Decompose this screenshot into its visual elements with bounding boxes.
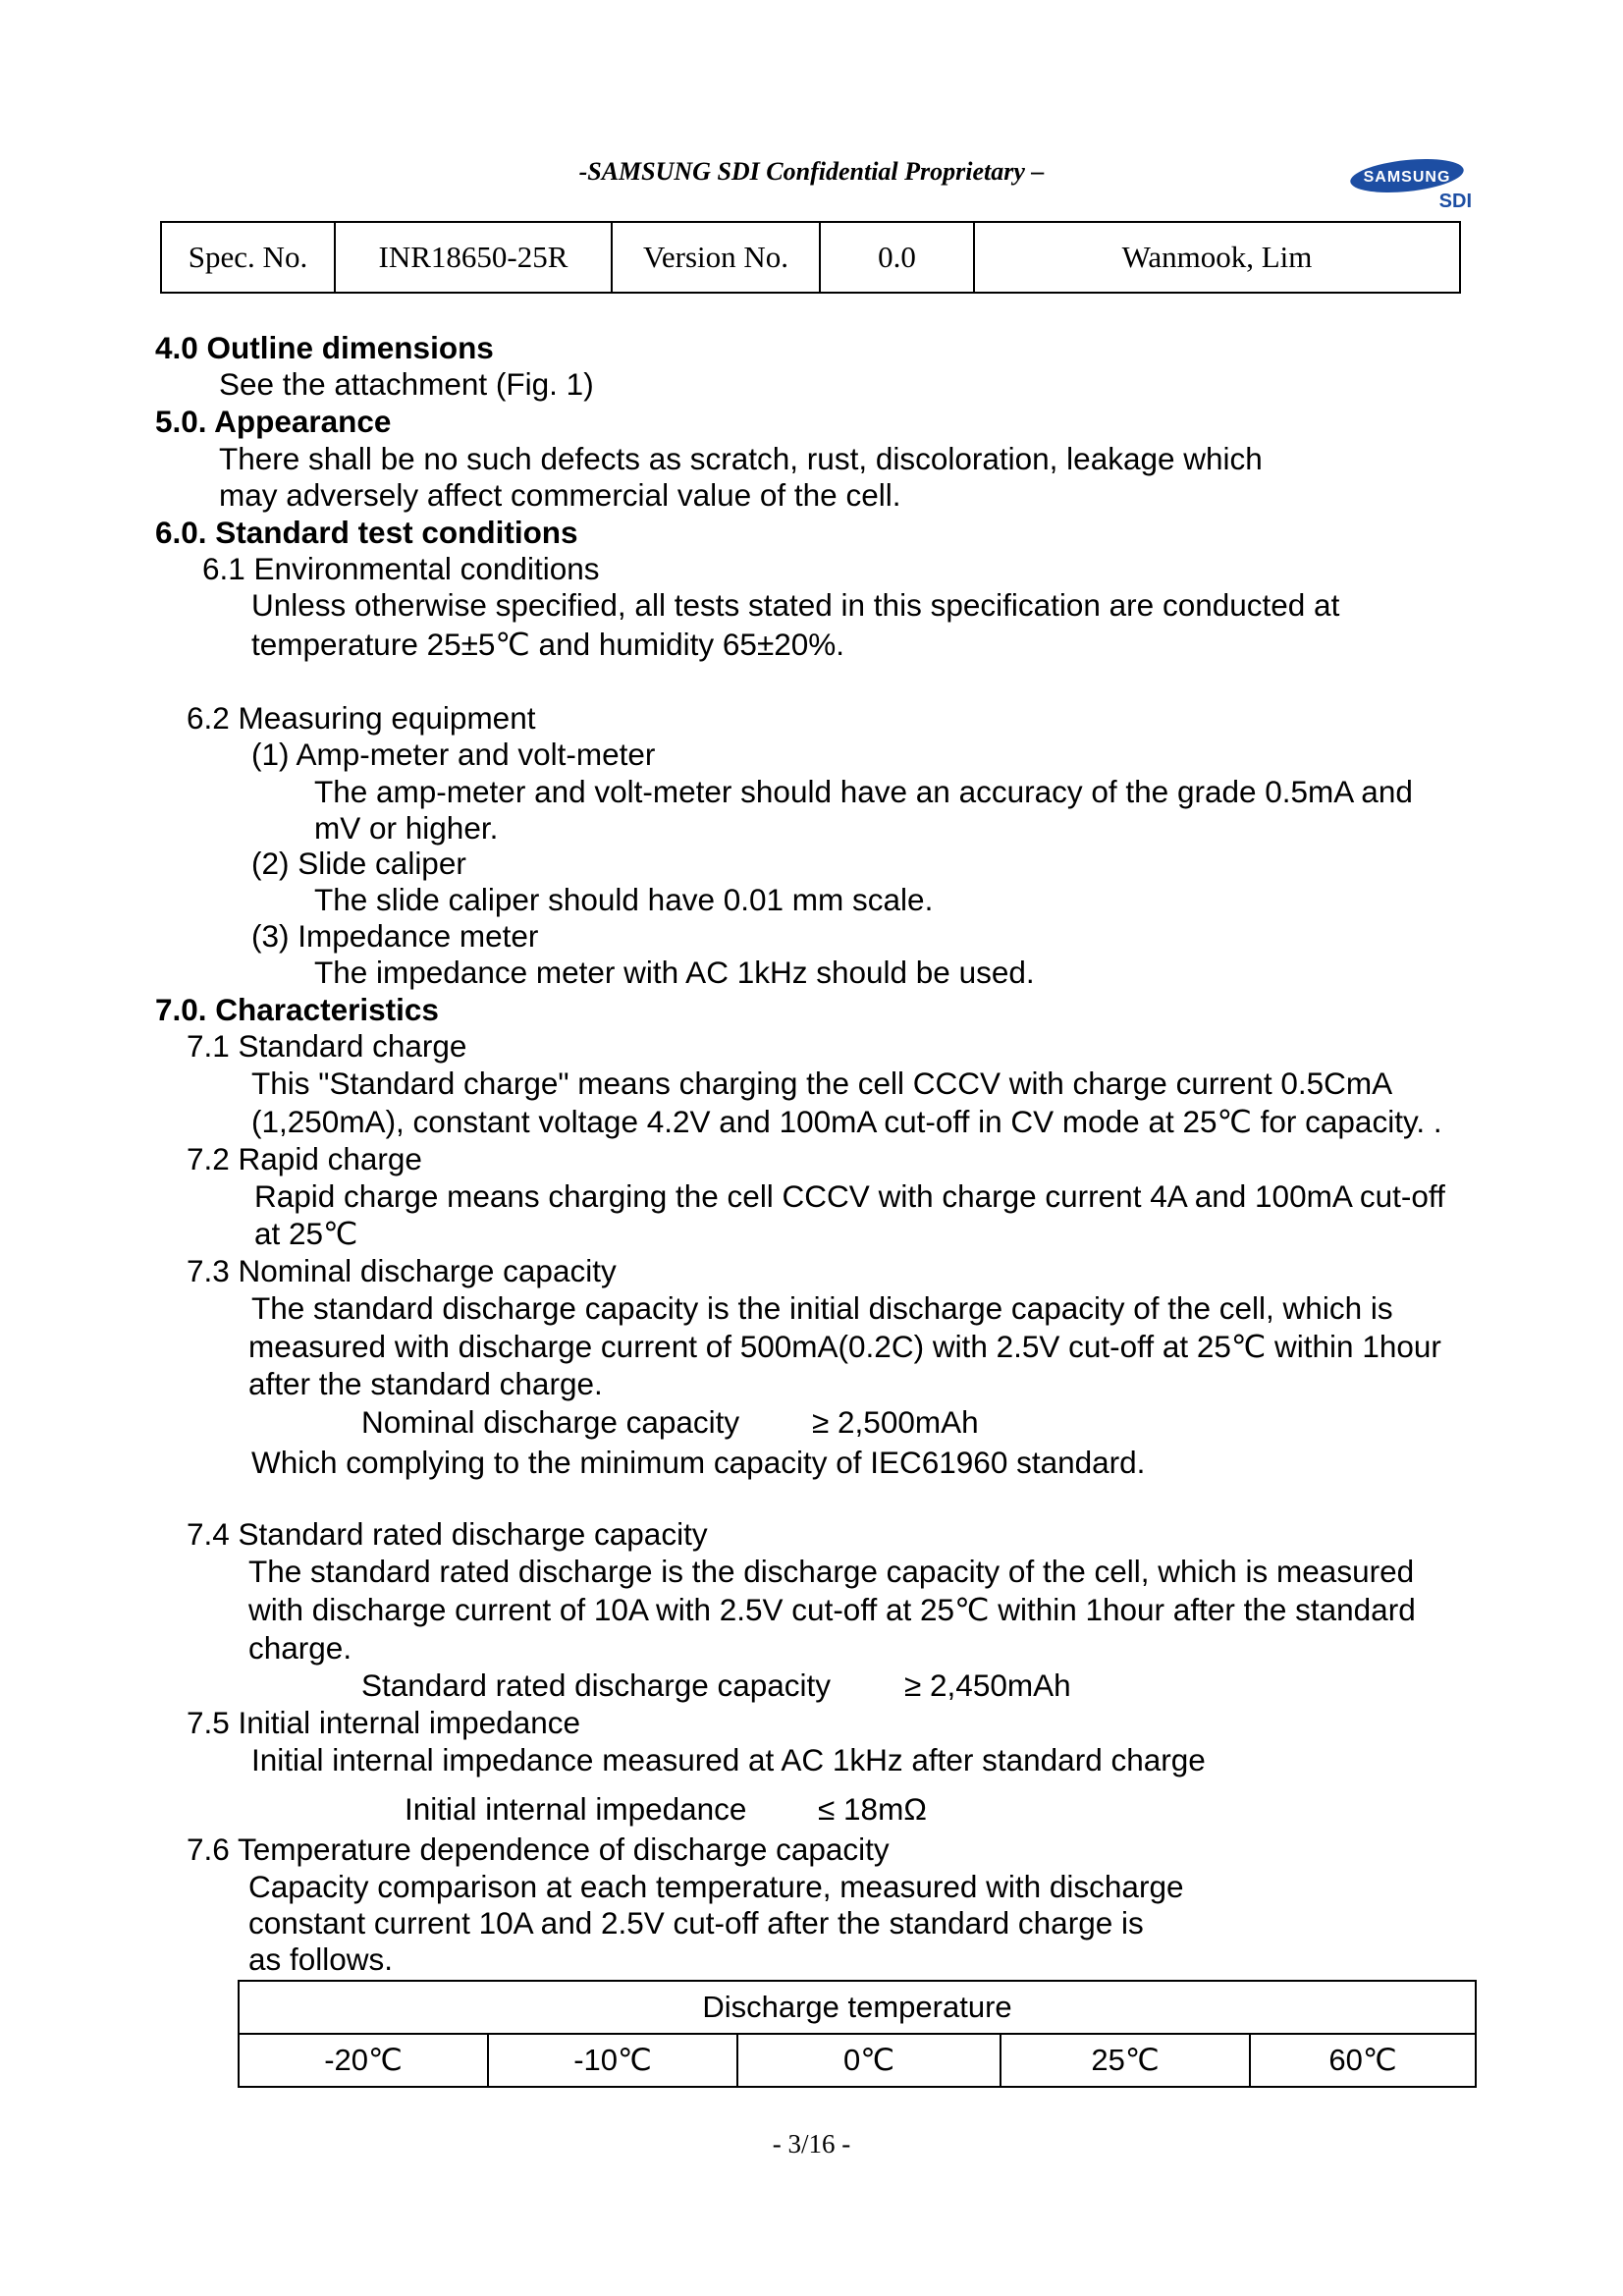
table-cell: -20℃ <box>239 2034 488 2087</box>
subheading-nominal-discharge-capacity: 7.3 Nominal discharge capacity <box>187 1253 617 1288</box>
text-line: The standard rated discharge is the discharge capacity of the cell, which is measured <box>248 1554 1415 1589</box>
version-value: 0.0 <box>820 222 974 293</box>
subheading-standard-rated-discharge-capacity: 7.4 Standard rated discharge capacity <box>187 1516 708 1552</box>
logo-samsung-text: SAMSUNG <box>1363 169 1451 186</box>
confidential-header: -SAMSUNG SDI Confidential Proprietary – <box>578 157 1045 186</box>
page-number: - 3/16 - <box>772 2129 851 2159</box>
text-line: Unless otherwise specified, all tests stated in this specification are conducted at <box>251 587 1340 623</box>
heading-appearance: 5.0. Appearance <box>155 404 392 439</box>
spec-value: ≥ 2,450mAh <box>904 1667 1071 1703</box>
spec-no-value: INR18650-25R <box>335 222 612 293</box>
table-heading: Discharge temperature <box>239 1981 1476 2034</box>
subheading-temperature-dependence: 7.6 Temperature dependence of discharge capacity <box>187 1831 890 1867</box>
text-line: as follows. <box>248 1941 394 1977</box>
version-label: Version No. <box>612 222 820 293</box>
list-item: (3) Impedance meter <box>251 918 539 954</box>
spec-no-label: Spec. No. <box>161 222 335 293</box>
table-cell: 60℃ <box>1250 2034 1476 2087</box>
text-line: Rapid charge means charging the cell CCCV with charge current 4A and 100mA cut-off <box>254 1178 1445 1214</box>
table-cell: 25℃ <box>1001 2034 1250 2087</box>
samsung-sdi-logo <box>1348 152 1476 211</box>
logo-sdi-text: SDI <box>1438 191 1472 211</box>
text-line: The slide caliper should have 0.01 mm scale. <box>314 882 934 917</box>
heading-outline-dimensions: 4.0 Outline dimensions <box>155 330 494 365</box>
text-line: Which complying to the minimum capacity of IEC61960 standard. <box>251 1445 1146 1480</box>
text-line: after the standard charge. <box>248 1366 603 1401</box>
text-line: mV or higher. <box>314 810 499 846</box>
subheading-initial-internal-impedance: 7.5 Initial internal impedance <box>187 1705 580 1740</box>
spec-label: Initial internal impedance <box>405 1791 747 1827</box>
spec-value: ≤ 18mΩ <box>818 1791 927 1827</box>
list-item: (1) Amp-meter and volt-meter <box>251 737 656 772</box>
heading-standard-test-conditions: 6.0. Standard test conditions <box>155 515 578 550</box>
subheading-environmental-conditions: 6.1 Environmental conditions <box>202 551 600 586</box>
text-line: (1,250mA), constant voltage 4.2V and 100mA cut-off in CV mode at 25℃ for capacity. . <box>251 1104 1442 1139</box>
text-line: at 25℃ <box>254 1216 358 1251</box>
spec-value: ≥ 2,500mAh <box>812 1404 979 1440</box>
table-cell: -10℃ <box>488 2034 737 2087</box>
subheading-rapid-charge: 7.2 Rapid charge <box>187 1141 422 1176</box>
discharge-temperature-table <box>238 1980 1477 2088</box>
subheading-standard-charge: 7.1 Standard charge <box>187 1028 467 1064</box>
text-line: See the attachment (Fig. 1) <box>219 366 594 402</box>
text-line: measured with discharge current of 500mA(0.2C) with 2.5V cut-off at 25℃ within 1hour <box>248 1329 1441 1364</box>
spec-table <box>160 221 1461 294</box>
text-line: may adversely affect commercial value of the cell. <box>219 477 901 513</box>
spec-label: Standard rated discharge capacity <box>361 1667 832 1703</box>
text-line: constant current 10A and 2.5V cut-off after the standard charge is <box>248 1905 1144 1941</box>
text-line: temperature 25±5℃ and humidity 65±20%. <box>251 627 845 662</box>
text-line: There shall be no such defects as scratch, rust, discoloration, leakage which <box>219 441 1263 476</box>
text-line: with discharge current of 10A with 2.5V cut-off at 25℃ within 1hour after the standard <box>248 1592 1416 1627</box>
text-line: The impedance meter with AC 1kHz should be used. <box>314 955 1035 990</box>
subheading-measuring-equipment: 6.2 Measuring equipment <box>187 700 536 736</box>
table-cell: 0℃ <box>737 2034 1001 2087</box>
text-line: Initial internal impedance measured at AC 1kHz after standard charge <box>251 1742 1206 1777</box>
heading-characteristics: 7.0. Characteristics <box>155 992 439 1027</box>
list-item: (2) Slide caliper <box>251 846 466 881</box>
text-line: The amp-meter and volt-meter should have an accuracy of the grade 0.5mA and <box>314 774 1413 809</box>
spec-label: Nominal discharge capacity <box>361 1404 740 1440</box>
text-line: charge. <box>248 1630 352 1666</box>
text-line: This "Standard charge" means charging the cell CCCV with charge current 0.5CmA <box>251 1066 1393 1101</box>
author-name: Wanmook, Lim <box>974 222 1460 293</box>
text-line: Capacity comparison at each temperature, measured with discharge <box>248 1869 1184 1904</box>
text-line: The standard discharge capacity is the initial discharge capacity of the cell, which is <box>251 1290 1393 1326</box>
